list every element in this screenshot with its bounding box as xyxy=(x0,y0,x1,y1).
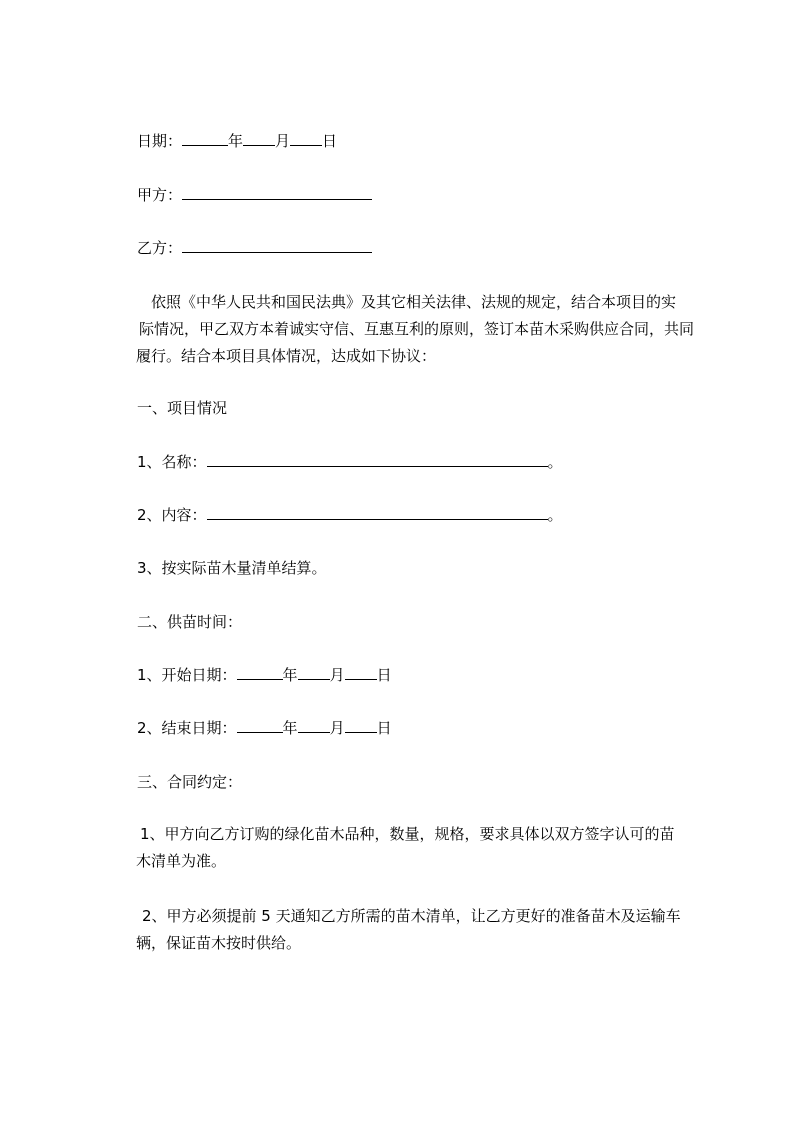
clause-1 xyxy=(136,821,696,875)
section-2-title: 二、供苗时间： xyxy=(137,613,243,631)
item-name-period: 。 xyxy=(547,453,563,471)
section-1-title: 一、项目情况 xyxy=(137,399,228,417)
item-content-line xyxy=(137,505,563,525)
end-date-label: 2、结束日期： xyxy=(137,719,237,737)
start-month-label: 月 xyxy=(329,666,345,684)
end-day-label: 日 xyxy=(376,719,392,737)
clause-1-line-1: 1、甲方向乙方订购的绿化苗木品种，数量，规格，要求具体以双方签字认可的苗 xyxy=(140,825,675,843)
start-year-label: 年 xyxy=(282,666,298,684)
item-name-blank[interactable] xyxy=(207,452,548,467)
end-date-line xyxy=(137,718,392,738)
item-content-period: 。 xyxy=(547,506,563,524)
start-date-label: 1、开始日期： xyxy=(137,666,237,684)
end-month-label: 月 xyxy=(329,719,345,737)
year-blank[interactable] xyxy=(182,131,228,146)
party-a-label: 甲方： xyxy=(137,186,183,204)
end-month-blank[interactable] xyxy=(298,718,330,733)
date-line xyxy=(137,131,337,151)
item-settlement: 3、按实际苗木量清单结算。 xyxy=(137,559,327,577)
end-year-blank[interactable] xyxy=(237,718,283,733)
end-year-label: 年 xyxy=(282,719,298,737)
clause-2-line-1: 2、甲方必须提前 5 天通知乙方所需的苗木清单，让乙方更好的准备苗木及运输车 xyxy=(142,907,681,925)
intro-paragraph xyxy=(136,289,696,370)
clause-2-line-2: 辆，保证苗木按时供给。 xyxy=(136,934,302,952)
intro-line-3: 履行。结合本项目具体情况，达成如下协议： xyxy=(136,347,437,365)
intro-line-1: 依照《中华人民共和国民法典》及其它相关法律、法规的规定，结合本项目的实 xyxy=(151,293,677,311)
party-b-label: 乙方： xyxy=(137,239,183,257)
end-day-blank[interactable] xyxy=(345,718,377,733)
section-3-title: 三、合同约定： xyxy=(137,773,243,791)
item-content-label: 2、内容： xyxy=(137,506,207,524)
start-year-blank[interactable] xyxy=(237,665,283,680)
intro-line-2: 际情况，甲乙双方本着诚实守信、互惠互利的原则，签订本苗木采购供应合同，共同 xyxy=(139,320,695,338)
year-label: 年 xyxy=(228,132,244,150)
clause-1-line-2: 木清单为准。 xyxy=(136,852,227,870)
party-b-blank[interactable] xyxy=(182,238,372,253)
start-day-blank[interactable] xyxy=(345,665,377,680)
start-day-label: 日 xyxy=(376,666,392,684)
item-name-label: 1、名称： xyxy=(137,453,207,471)
start-month-blank[interactable] xyxy=(298,665,330,680)
month-blank[interactable] xyxy=(243,131,275,146)
day-blank[interactable] xyxy=(290,131,322,146)
party-a-line xyxy=(137,185,372,205)
item-name-line xyxy=(137,452,563,472)
month-label: 月 xyxy=(275,132,291,150)
start-date-line xyxy=(137,665,392,685)
day-label: 日 xyxy=(322,132,338,150)
party-a-blank[interactable] xyxy=(182,185,372,200)
clause-2 xyxy=(136,903,696,957)
party-b-line xyxy=(137,238,372,258)
date-label: 日期： xyxy=(137,132,183,150)
item-content-blank[interactable] xyxy=(207,505,548,520)
